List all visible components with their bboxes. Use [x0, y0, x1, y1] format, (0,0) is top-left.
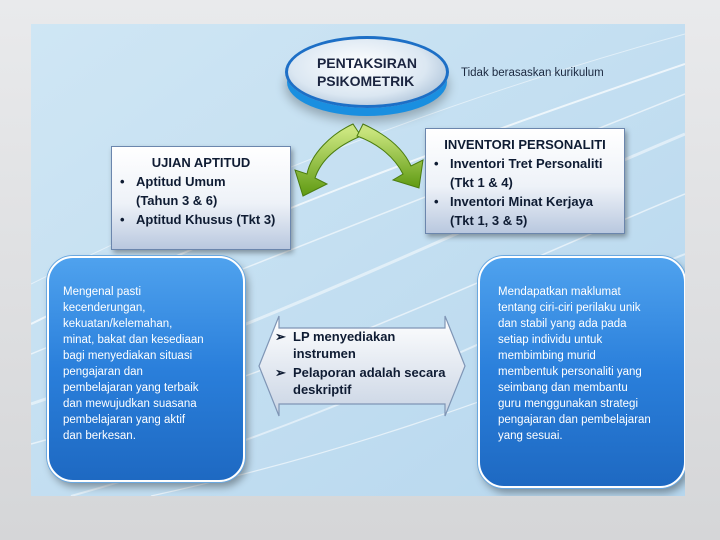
arrow-bullet-icon: ➢ — [275, 365, 286, 380]
title-line-1: PENTAKSIRAN — [316, 55, 418, 71]
personality-inventory-box — [425, 128, 625, 234]
title-line-2: PSIKOMETRIK — [316, 73, 415, 89]
right-description-panel: Mendapatkan maklumat tentang ciri-ciri perilaku unik dan stabil yang ada pada setiap individu untuk membimbing murid membentuk personaliti yang seimbang dan membantu guru menggunakan strategi pengajaran dan pembelajaran yang sesuai. — [478, 256, 685, 488]
aptitude-test-heading: UJIAN APTITUD — [151, 155, 251, 170]
green-arrow-left — [295, 124, 361, 196]
aptitude-item-text: Aptitud Umum (Tahun 3 & 6) — [136, 174, 226, 208]
personality-inventory-heading: INVENTORI PERSONALITI — [444, 137, 606, 152]
aptitude-item-text: Aptitud Khusus (Tkt 3) — [136, 212, 276, 227]
center-item-text: LP menyediakan instrumen — [293, 329, 396, 361]
personality-item-text: Inventori Tret Personaliti (Tkt 1 & 4) — [450, 156, 603, 190]
title-oval — [285, 36, 449, 108]
slide — [31, 24, 685, 496]
center-item — [275, 328, 471, 362]
arrow-bullet-icon: ➢ — [275, 329, 286, 344]
aptitude-item — [120, 172, 282, 210]
bullet-icon: • — [434, 194, 439, 209]
aptitude-item — [120, 210, 282, 229]
note-label: Tidak berasaskan kurikulum — [461, 67, 604, 79]
center-item — [275, 364, 471, 398]
center-notes — [275, 328, 471, 400]
bullet-icon: • — [120, 174, 125, 189]
left-description-panel: Mengenal pasti kecenderungan, kekuatan/kelemahan, minat, bakat dan kesediaan bagi menyediakan situasi pengajaran dan pembelajaran yang terbaik dan mewujudkan suasana pembelajaran yang aktif dan berkesan. — [47, 256, 245, 482]
aptitude-test-box — [111, 146, 291, 250]
personality-item — [434, 154, 616, 192]
green-arrow-right — [357, 124, 423, 188]
bullet-icon: • — [434, 156, 439, 171]
bullet-icon: • — [120, 212, 125, 227]
center-item-text: Pelaporan adalah secara deskriptif — [293, 365, 446, 397]
personality-item — [434, 192, 616, 230]
personality-item-text: Inventori Minat Kerjaya (Tkt 1, 3 & 5) — [450, 194, 594, 228]
title-text — [317, 54, 417, 90]
